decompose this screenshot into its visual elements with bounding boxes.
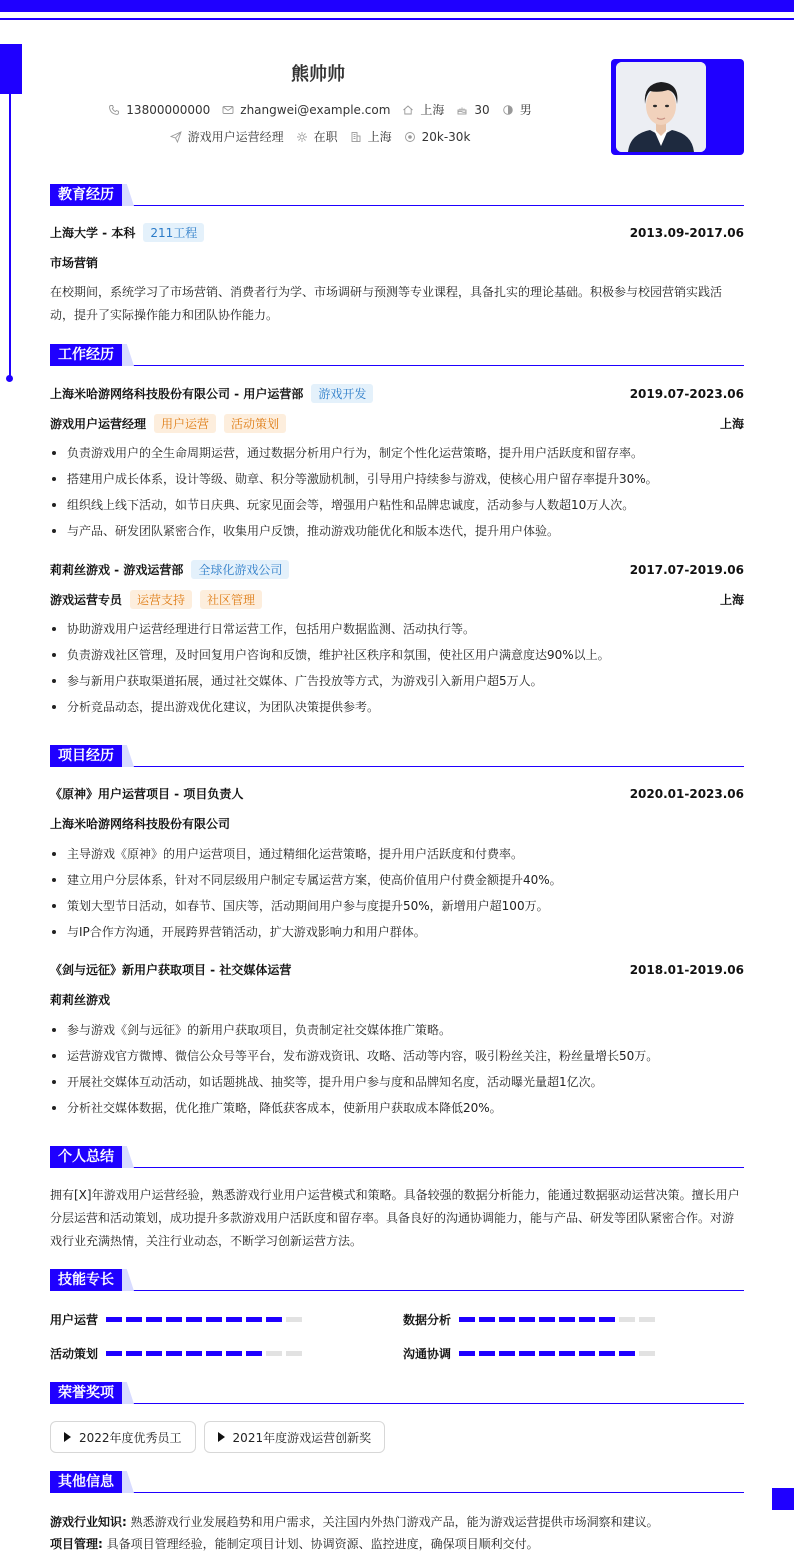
job-tag: 用户运营 bbox=[154, 414, 216, 433]
job-tag: 运营支持 bbox=[130, 590, 192, 609]
other-info-item bbox=[50, 1535, 744, 1552]
play-triangle-icon bbox=[64, 1432, 71, 1442]
section-other bbox=[50, 1471, 744, 1493]
work-date: 2019.07-2023.06 bbox=[629, 386, 744, 401]
top-accent-bar bbox=[0, 0, 794, 12]
skill-level-bar bbox=[106, 1351, 302, 1356]
skill-level-segment bbox=[639, 1351, 655, 1356]
skill-name: 用户运营 bbox=[50, 1313, 99, 1327]
list-item: 与IP合作方沟通，开展跨界营销活动，扩大游戏影响力和用户群体。 bbox=[50, 919, 744, 945]
gender-item bbox=[502, 101, 532, 118]
list-item: 搭建用户成长体系，设计等级、勋章、积分等激励机制，引导用户持续参与游戏，使核心用户留存率提升30%。 bbox=[50, 466, 744, 492]
work-2-header-row bbox=[50, 560, 744, 579]
company-tag: 游戏开发 bbox=[311, 384, 373, 403]
skill-level-segment bbox=[166, 1317, 182, 1322]
skill-level-segment bbox=[126, 1351, 142, 1356]
job-intent-value: 游戏用户运营经理 bbox=[187, 130, 284, 144]
job-tag: 社区管理 bbox=[200, 590, 262, 609]
skill-level-segment bbox=[126, 1317, 142, 1322]
top-accent-line bbox=[0, 18, 794, 20]
list-item: 开展社交媒体互动活动，如话题挑战、抽奖等，提升用户参与度和品牌知名度，活动曝光量超1亿次。 bbox=[50, 1069, 744, 1095]
project-2-org-row bbox=[50, 991, 744, 1008]
bottom-right-accent-block bbox=[772, 1488, 794, 1510]
work-1-title-row bbox=[50, 414, 744, 433]
skill-level-segment bbox=[286, 1317, 302, 1322]
list-item: 分析社交媒体数据，优化推广策略，降低获客成本，使新用户获取成本降低20%。 bbox=[50, 1095, 744, 1121]
list-item: 运营游戏官方微博、微信公众号等平台，发布游戏资讯、攻略、活动等内容，吸引粉丝关注，粉丝量增长50万。 bbox=[50, 1043, 744, 1069]
award-name: 2021年度游戏运营创新奖 bbox=[232, 1430, 372, 1445]
phone-number: 13800000000 bbox=[126, 102, 211, 117]
major-row bbox=[50, 254, 744, 271]
send-icon bbox=[170, 131, 182, 143]
award-chip bbox=[204, 1421, 386, 1453]
status-value: 在职 bbox=[313, 130, 338, 144]
skill-level-segment bbox=[186, 1351, 202, 1356]
skill-item bbox=[50, 1345, 302, 1362]
skill-level-segment bbox=[519, 1351, 535, 1356]
coin-icon bbox=[404, 131, 416, 143]
project-name: 《剑与远征》新用户获取项目 - 社交媒体运营 bbox=[50, 963, 292, 977]
list-item: 策划大型节日活动，如春节、国庆等，活动期间用户参与度提升50%，新增用户超100万。 bbox=[50, 893, 744, 919]
skill-name: 数据分析 bbox=[403, 1313, 452, 1327]
project-org: 莉莉丝游戏 bbox=[50, 993, 111, 1007]
section-title: 技能专长 bbox=[50, 1269, 122, 1291]
skill-level-segment bbox=[226, 1351, 242, 1356]
job-intent-item bbox=[170, 128, 284, 145]
skill-level-bar bbox=[106, 1317, 302, 1322]
skill-level-segment bbox=[266, 1317, 282, 1322]
gender-icon bbox=[502, 104, 514, 116]
list-item: 协助游戏用户运营经理进行日常运营工作，包括用户数据监测、活动执行等。 bbox=[50, 616, 744, 642]
left-accent-block bbox=[0, 44, 22, 94]
section-title: 个人总结 bbox=[50, 1146, 122, 1168]
avatar bbox=[616, 62, 706, 152]
skill-level-bar bbox=[459, 1317, 655, 1322]
section-skills bbox=[50, 1269, 744, 1291]
list-item: 参与新用户获取渠道拓展，通过社交媒体、广告投放等方式，为游戏引入新用户超5万人。 bbox=[50, 668, 744, 694]
skill-level-segment bbox=[479, 1317, 495, 1322]
major: 市场营销 bbox=[50, 256, 99, 270]
section-work bbox=[50, 344, 744, 366]
work-1-header-row bbox=[50, 384, 744, 403]
home-icon bbox=[402, 104, 414, 116]
work-city-value: 上海 bbox=[367, 130, 392, 144]
job-intent-row bbox=[50, 128, 590, 145]
skill-level-segment bbox=[186, 1317, 202, 1322]
section-projects bbox=[50, 745, 744, 767]
education-date: 2013.09-2017.06 bbox=[629, 225, 744, 240]
email-item bbox=[222, 103, 390, 117]
skill-name: 活动策划 bbox=[50, 1347, 99, 1361]
other-info-text: 具备项目管理经验，能制定项目计划、协调资源、监控进度，确保项目顺利交付。 bbox=[106, 1537, 539, 1551]
award-name: 2022年度优秀员工 bbox=[79, 1430, 182, 1445]
work-city-item bbox=[350, 128, 392, 145]
project-1-org-row bbox=[50, 815, 744, 832]
skill-level-segment bbox=[246, 1351, 262, 1356]
section-education bbox=[50, 184, 744, 206]
project-1-bullets bbox=[50, 841, 744, 945]
section-title: 荣誉奖项 bbox=[50, 1382, 122, 1404]
skill-level-segment bbox=[146, 1351, 162, 1356]
job-tag: 活动策划 bbox=[224, 414, 286, 433]
mail-icon bbox=[222, 104, 234, 116]
list-item: 分析竞品动态，提出游戏优化建议，为团队决策提供参考。 bbox=[50, 694, 744, 720]
skill-level-segment bbox=[459, 1351, 475, 1356]
school-tag: 211工程 bbox=[143, 223, 204, 242]
work-2-bullets bbox=[50, 616, 744, 720]
skill-level-segment bbox=[559, 1317, 575, 1322]
summary-text: 拥有[X]年游戏用户运营经验，熟悉游戏行业用户运营模式和策略。具备较强的数据分析能力，能通过数据驱动运营决策。擅长用户分层运营和活动策划，成功提升多款游戏用户活跃度和留存率。具备良好的沟通协调能力，能与产品、研发等团队紧密合作。对游戏行业充满热情，关注行业动态，不断学习创新运营方法。 bbox=[50, 1188, 740, 1248]
section-title: 项目经历 bbox=[50, 745, 122, 767]
project-date: 2018.01-2019.06 bbox=[629, 962, 744, 977]
skill-level-segment bbox=[579, 1317, 595, 1322]
company-tag: 全球化游戏公司 bbox=[191, 560, 289, 579]
list-item: 与产品、研发团队紧密合作，收集用户反馈，推动游戏功能优化和版本迭代，提升用户体验。 bbox=[50, 518, 744, 544]
list-item: 建立用户分层体系，针对不同层级用户制定专属运营方案，使高价值用户付费金额提升40%。 bbox=[50, 867, 744, 893]
skill-level-segment bbox=[206, 1351, 222, 1356]
skill-level-segment bbox=[519, 1317, 535, 1322]
building-icon bbox=[350, 131, 362, 143]
city-item bbox=[402, 101, 444, 118]
skill-level-segment bbox=[459, 1317, 475, 1322]
list-item: 负责游戏社区管理，及时回复用户咨询和反馈，维护社区秩序和氛围，使社区用户满意度达90%以上。 bbox=[50, 642, 744, 668]
skill-level-segment bbox=[146, 1317, 162, 1322]
education-header-row bbox=[50, 223, 744, 242]
skill-level-segment bbox=[579, 1351, 595, 1356]
work-2-title-row bbox=[50, 590, 744, 609]
cake-icon bbox=[456, 104, 468, 116]
left-accent-dot bbox=[6, 375, 13, 382]
skill-level-segment bbox=[206, 1317, 222, 1322]
status-item bbox=[296, 128, 338, 145]
skill-item bbox=[403, 1345, 655, 1362]
email-address: zhangwei@example.com bbox=[240, 102, 391, 117]
skill-level-segment bbox=[559, 1351, 575, 1356]
award-chip bbox=[50, 1421, 196, 1453]
list-item: 负责游戏用户的全生命周期运营，通过数据分析用户行为，制定个性化运营策略，提升用户活跃度和留存率。 bbox=[50, 440, 744, 466]
skill-level-segment bbox=[619, 1317, 635, 1322]
gear-icon bbox=[296, 131, 308, 143]
skill-level-segment bbox=[266, 1351, 282, 1356]
other-info-text: 熟悉游戏行业发展趋势和用户需求，关注国内外热门游戏产品，能为游戏运营提供市场洞察和建议。 bbox=[130, 1515, 659, 1529]
phone-item bbox=[108, 103, 210, 117]
awards-list bbox=[50, 1421, 385, 1453]
phone-icon bbox=[108, 104, 120, 116]
skill-level-segment bbox=[639, 1317, 655, 1322]
job-location: 上海 bbox=[719, 417, 744, 431]
other-info-label: 项目管理: bbox=[50, 1537, 103, 1551]
skill-item bbox=[50, 1311, 302, 1328]
skill-level-segment bbox=[599, 1317, 615, 1322]
left-accent-line bbox=[9, 94, 11, 378]
skill-level-segment bbox=[479, 1351, 495, 1356]
skill-level-segment bbox=[286, 1351, 302, 1356]
project-2-bullets bbox=[50, 1017, 744, 1121]
section-title: 其他信息 bbox=[50, 1471, 122, 1493]
salary-item bbox=[404, 130, 471, 144]
education-description: 在校期间，系统学习了市场营销、消费者行为学、市场调研与预测等专业课程，具备扎实的理论基础。积极参与校园营销实践活动，提升了实际操作能力和团队协作能力。 bbox=[50, 285, 723, 322]
company-name: 上海米哈游网络科技股份有限公司 - 用户运营部 bbox=[50, 387, 304, 401]
city-value: 上海 bbox=[420, 103, 445, 117]
contact-row bbox=[50, 101, 590, 118]
work-1-bullets bbox=[50, 440, 744, 544]
other-info-label: 游戏行业知识: bbox=[50, 1515, 127, 1529]
skill-name: 沟通协调 bbox=[403, 1347, 452, 1361]
work-date: 2017.07-2019.06 bbox=[629, 562, 744, 577]
candidate-name: 熊帅帅 bbox=[291, 64, 345, 85]
skill-level-segment bbox=[599, 1351, 615, 1356]
skill-level-segment bbox=[539, 1351, 555, 1356]
gender-value: 男 bbox=[519, 103, 532, 117]
school-name: 上海大学 - 本科 bbox=[50, 226, 136, 240]
play-triangle-icon bbox=[218, 1432, 225, 1442]
list-item: 参与游戏《剑与远征》的新用户获取项目，负责制定社交媒体推广策略。 bbox=[50, 1017, 744, 1043]
skill-level-segment bbox=[499, 1351, 515, 1356]
job-title: 游戏运营专员 bbox=[50, 593, 123, 607]
age-value: 30 bbox=[474, 102, 490, 117]
age-item bbox=[456, 103, 489, 117]
section-summary bbox=[50, 1146, 744, 1168]
company-name: 莉莉丝游戏 - 游戏运营部 bbox=[50, 563, 184, 577]
section-title: 工作经历 bbox=[50, 344, 122, 366]
list-item: 组织线上线下活动，如节日庆典、玩家见面会等，增强用户粘性和品牌忠诚度，活动参与人数超10万人次。 bbox=[50, 492, 744, 518]
skill-level-segment bbox=[106, 1317, 122, 1322]
skill-level-segment bbox=[499, 1317, 515, 1322]
project-2-header-row bbox=[50, 961, 744, 978]
skill-level-segment bbox=[246, 1317, 262, 1322]
job-title: 游戏用户运营经理 bbox=[50, 417, 147, 431]
job-location: 上海 bbox=[719, 593, 744, 607]
section-title: 教育经历 bbox=[50, 184, 122, 206]
skill-level-segment bbox=[226, 1317, 242, 1322]
salary-value: 20k-30k bbox=[421, 129, 471, 144]
project-1-header-row bbox=[50, 785, 744, 802]
list-item: 主导游戏《原神》的用户运营项目，通过精细化运营策略，提升用户活跃度和付费率。 bbox=[50, 841, 744, 867]
skill-item bbox=[403, 1311, 655, 1328]
other-info-item bbox=[50, 1513, 744, 1530]
skill-level-segment bbox=[619, 1351, 635, 1356]
section-awards bbox=[50, 1382, 744, 1404]
skill-level-segment bbox=[539, 1317, 555, 1322]
project-org: 上海米哈游网络科技股份有限公司 bbox=[50, 817, 231, 831]
skill-level-bar bbox=[459, 1351, 655, 1356]
skill-level-segment bbox=[106, 1351, 122, 1356]
skill-level-segment bbox=[166, 1351, 182, 1356]
project-date: 2020.01-2023.06 bbox=[629, 786, 744, 801]
project-name: 《原神》用户运营项目 - 项目负责人 bbox=[50, 787, 244, 801]
